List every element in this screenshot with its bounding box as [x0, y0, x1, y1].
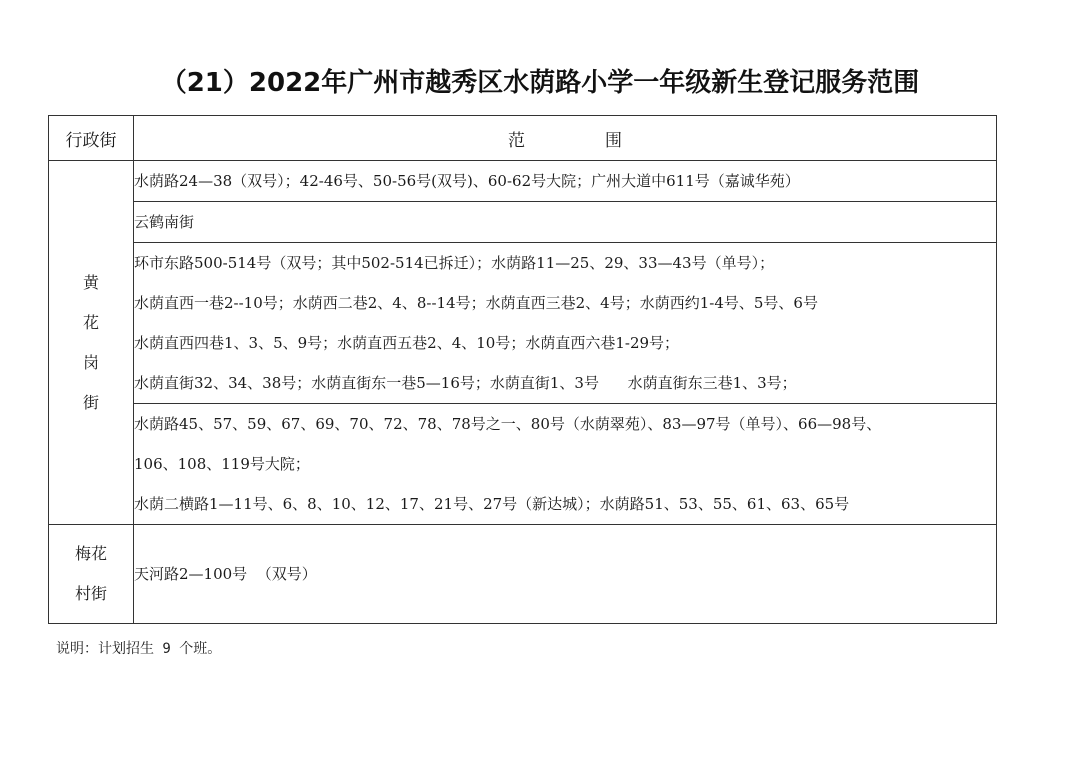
street-name-huanghuagang	[49, 161, 134, 525]
table-header-row	[49, 116, 997, 161]
table-row	[49, 161, 997, 202]
range-cell	[134, 404, 997, 525]
street-name-char: 岗	[82, 352, 99, 372]
table-row	[49, 243, 997, 404]
range-line: 水荫路24—38（双号）；42-46号、50-56号(双号)、60-62号大院；广州大道中611号（嘉诚华苑）	[134, 172, 800, 190]
header-range	[134, 116, 997, 161]
table-row	[49, 202, 997, 243]
range-line: 天河路2—100号 （双号）	[134, 565, 317, 583]
header-street: 行政街	[49, 116, 134, 161]
range-cell	[134, 525, 997, 624]
street-name-meihuacun	[49, 525, 134, 624]
range-cell	[134, 161, 997, 202]
street-name-char: 街	[82, 392, 99, 412]
enrollment-scope-table	[48, 115, 997, 624]
footnote: 说明：计划招生 9 个班。	[56, 641, 222, 657]
street-name-char: 村街	[74, 584, 107, 603]
range-line: 水荫直西四巷1、3、5、9号；水荫直西五巷2、4、10号；水荫直西六巷1-29号；	[134, 334, 680, 352]
street-name-char: 花	[82, 312, 99, 332]
header-range-char-1: 范	[508, 130, 525, 151]
range-line: 水荫直西一巷2--10号；水荫西二巷2、4、8--14号；水荫直西三巷2、4号；水荫西约1-4号、5号、6号	[134, 294, 818, 312]
table-row	[49, 525, 997, 624]
range-line: 云鹤南街	[134, 213, 195, 231]
range-line: 水荫二横路1—11号、6、8、10、12、17、21号、27号（新达城）；水荫路51、53、55、61、63、65号	[134, 495, 850, 513]
header-range-char-2: 围	[605, 130, 622, 151]
page-title: （21）2022年广州市越秀区水荫路小学一年级新生登记服务范围	[160, 68, 920, 98]
range-cell	[134, 202, 997, 243]
street-name-char: 黄	[82, 272, 99, 292]
range-line: 水荫直街32、34、38号；水荫直街东一巷5—16号；水荫直街1、3号 水荫直街东三巷1、3号；	[134, 374, 797, 392]
range-line: 水荫路45、57、59、67、69、70、72、78、78号之一、80号（水荫翠苑）、83—97号（单号）、66—98号、	[134, 415, 882, 433]
range-line: 106、108、119号大院；	[134, 455, 310, 473]
street-name-char: 梅花	[74, 544, 107, 563]
table-row	[49, 404, 997, 525]
range-cell	[134, 243, 997, 404]
range-line: 环市东路500-514号（双号；其中502-514已拆迁）；水荫路11—25、29、33—43号（单号）；	[134, 254, 775, 272]
